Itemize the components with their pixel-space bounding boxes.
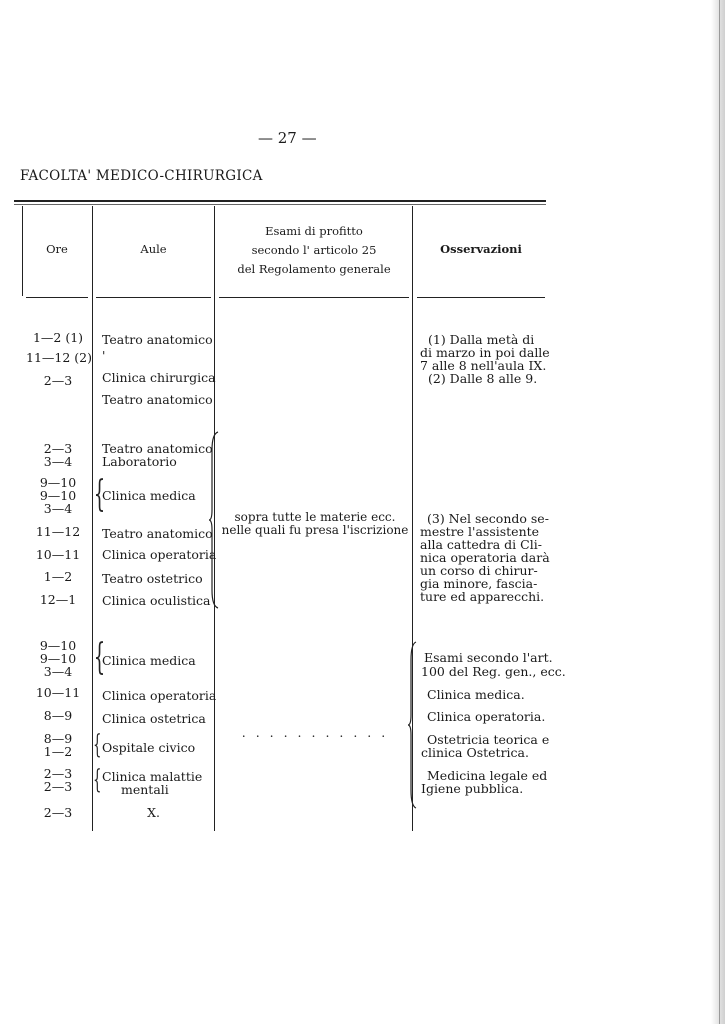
ore-cell: 11—12 (2) [26, 350, 92, 365]
ore-cell: 8—9 [43, 708, 73, 723]
page-edge-line [719, 0, 720, 1024]
note-line: (2) Dalle 8 alle 9. [428, 371, 538, 386]
aula-cell: Clinica medica [102, 653, 196, 668]
note-line: ture ed apparecchi. [420, 589, 545, 604]
aula-cell: mentali [121, 782, 169, 797]
note-line: Esami secondo l'art. [424, 650, 553, 665]
aula-cell: Clinica malattie [102, 769, 203, 784]
note-line: 7 alle 8 nell'aula IX. [420, 358, 547, 373]
note-line: (3) Nel secondo se- [427, 511, 549, 526]
note-line: Clinica operatoria. [427, 709, 546, 724]
aula-cell: Teatro anatomico [102, 392, 213, 407]
ore-cell: 10—11 [35, 547, 81, 562]
page-edge [711, 0, 725, 1024]
ore-cell: 10—11 [35, 685, 81, 700]
ore-cell: 3—4 [43, 501, 73, 516]
aula-cell: Teatro ostetrico [102, 571, 203, 586]
header-esami-3: del Regolamento generale [237, 262, 391, 276]
header-osservazioni: Osservazioni [440, 242, 522, 256]
aula-cell: Clinica operatoria [102, 688, 217, 703]
ore-cell: 9—10 [39, 488, 77, 503]
note-line: Ostetricia teorica e [427, 732, 550, 747]
aula-cell: Teatro anatomico [102, 332, 213, 347]
brace: { [93, 637, 106, 678]
note-line: mestre l'assistente [420, 524, 540, 539]
header-esami-2: secondo l' articolo 25 [251, 243, 377, 257]
note-line: (1) Dalla metà di [428, 332, 535, 347]
ore-cell: 1—2 [43, 569, 73, 584]
ore-cell: 9—10 [39, 475, 77, 490]
note-line: di marzo in poi dalle [420, 345, 550, 360]
aula-cell: Clinica medica [102, 488, 196, 503]
header-ore: Ore [46, 242, 68, 256]
esami-dots: . . . . . . . . . . . [241, 725, 389, 740]
page-number: — 27 — [258, 129, 317, 147]
header-esami-1: Esami di profitto [265, 224, 363, 238]
aula-cell: Clinica operatoria [102, 547, 217, 562]
ore-cell: 2—3 [43, 441, 73, 456]
note-line: alla cattedra di Cli- [420, 537, 542, 552]
brace: { [93, 474, 106, 515]
header-rule-esami [219, 297, 409, 298]
ore-cell: 1—2 [43, 744, 73, 759]
note-line: Igiene pubblica. [421, 781, 524, 796]
ore-cell: 2—3 [43, 805, 73, 820]
note-line: 100 del Reg. gen., ecc. [421, 664, 566, 679]
header-rule-aule [96, 297, 211, 298]
aula-cell: Clinica chirurgica [102, 370, 216, 385]
aula-cell: Teatro anatomico [102, 526, 213, 541]
esami-text: sopra tutte le materie ecc. [234, 510, 396, 524]
header-aule: Aule [140, 242, 167, 256]
table-top-rule-thin [14, 204, 546, 205]
aula-cell: Clinica ostetrica [102, 711, 206, 726]
aula-cell: Teatro anatomico [102, 441, 213, 456]
note-line: Clinica medica. [427, 687, 525, 702]
esami-text: nelle quali fu presa l'iscrizione [221, 523, 409, 537]
note-line: Medicina legale ed [427, 768, 548, 783]
ore-cell: 2—3 [43, 373, 73, 388]
ore-cell: 2—3 [43, 766, 73, 781]
ore-cell: 3—4 [43, 664, 73, 679]
brace [406, 640, 420, 810]
table-top-rule [14, 200, 546, 202]
ore-cell: 1—2 (1) [32, 330, 84, 345]
note-line: nica operatoria darà [420, 550, 550, 565]
ore-cell: 8—9 [43, 731, 73, 746]
note-line: gia minore, fascia- [420, 576, 538, 591]
ore-cell: 9—10 [39, 638, 77, 653]
ore-cell: 3—4 [43, 454, 73, 469]
header-rule-osservazioni [417, 297, 545, 298]
header-rule-ore [26, 297, 88, 298]
aula-cell: X. [147, 805, 160, 820]
ore-cell: 12—1 [39, 592, 77, 607]
aula-cell: ' [102, 348, 106, 363]
ore-cell: 9—10 [39, 651, 77, 666]
note-line: un corso di chirur- [420, 563, 538, 578]
ore-cell: 2—3 [43, 779, 73, 794]
brace: { [93, 765, 102, 795]
aula-cell: Ospitale civico [102, 740, 196, 755]
aula-cell: Laboratorio [102, 454, 177, 469]
brace: { [93, 730, 102, 760]
aula-cell: Clinica oculistica [102, 593, 211, 608]
faculty-title: FACOLTA' MEDICO-CHIRURGICA [20, 168, 263, 184]
ore-cell: 11—12 [35, 524, 81, 539]
column-divider-left [22, 206, 23, 296]
note-line: clinica Ostetrica. [421, 745, 529, 760]
